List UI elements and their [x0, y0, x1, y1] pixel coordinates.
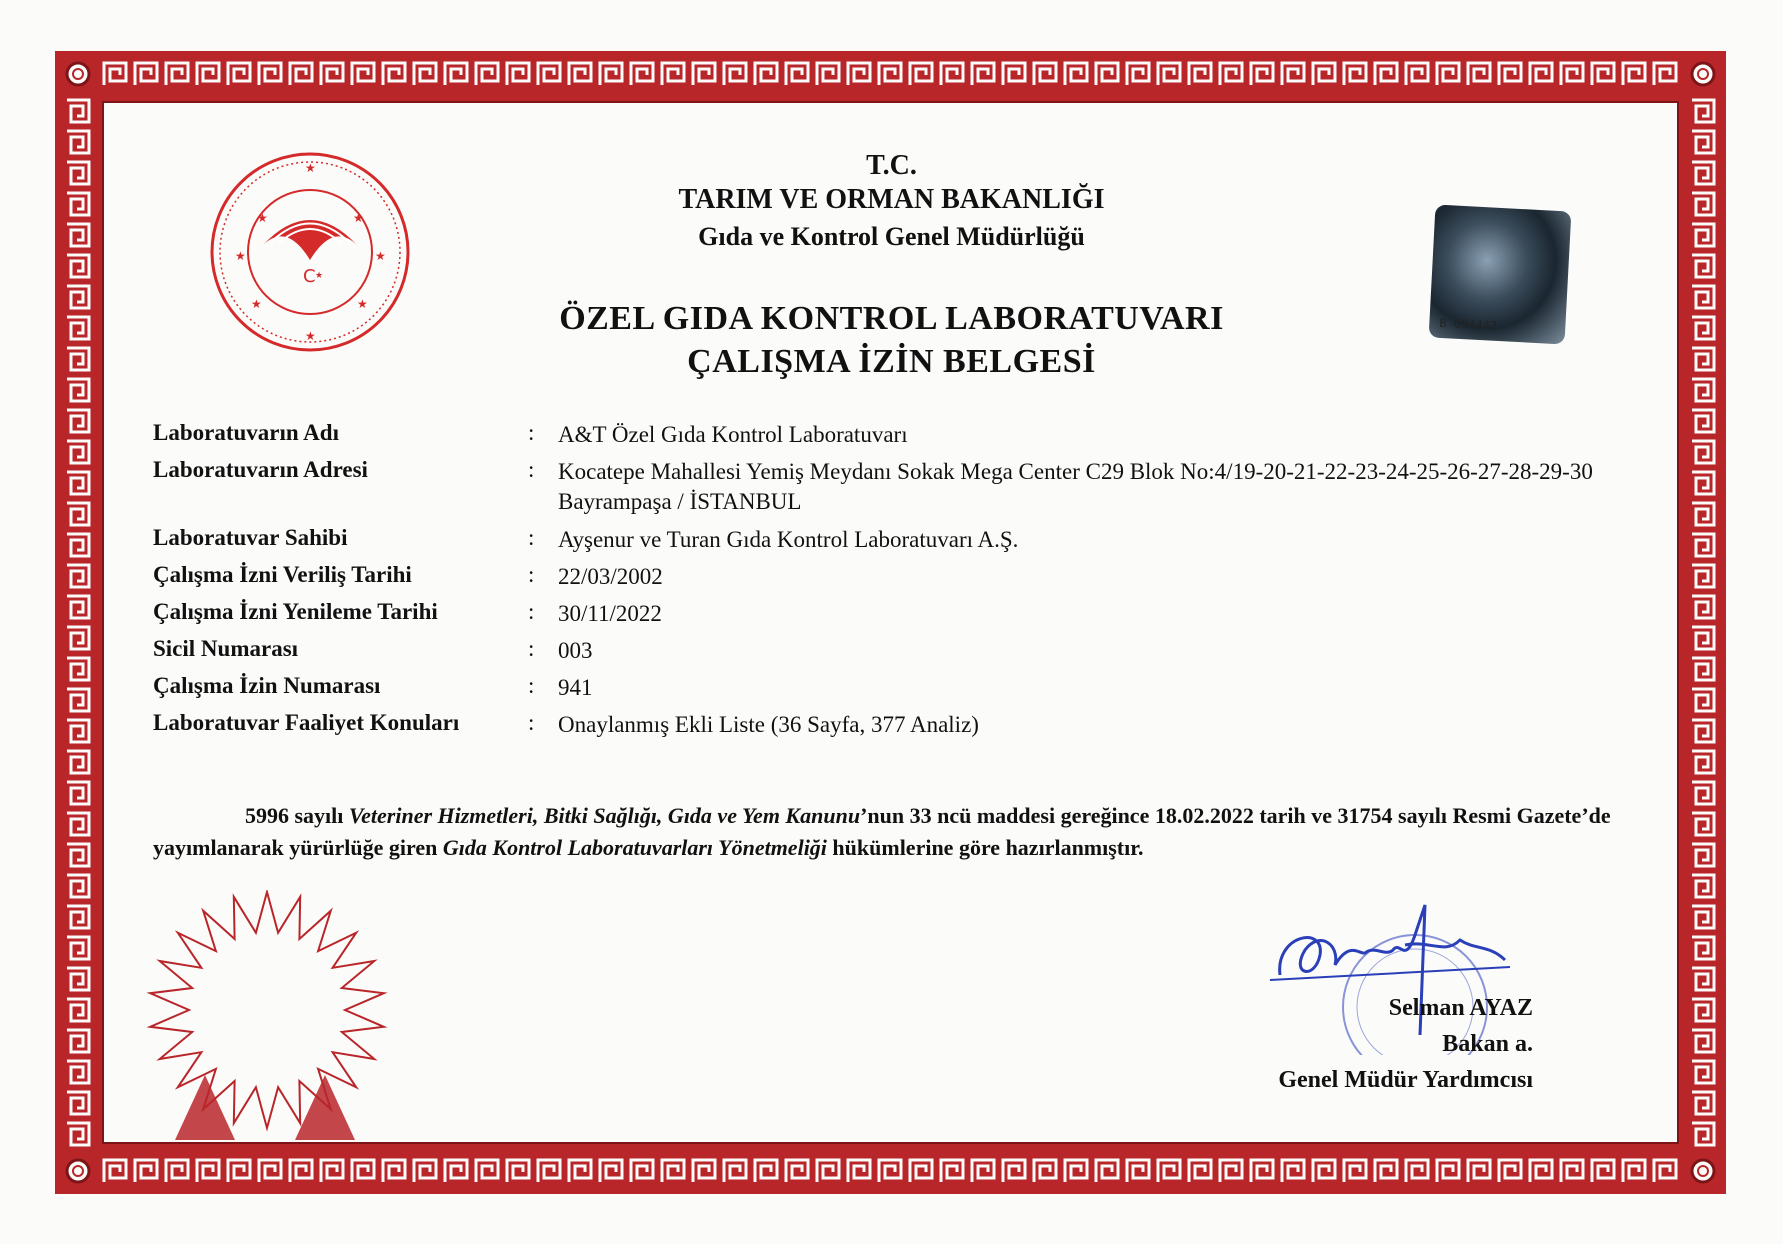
- field-value: Onaylanmış Ekli Liste (36 Sayfa, 377 Analiz): [558, 712, 979, 737]
- para-part: 5996 sayılı: [245, 803, 349, 828]
- field-label: Çalışma İzni Yenileme Tarihi: [153, 599, 438, 624]
- field-label: Sicil Numarası: [153, 636, 299, 661]
- field-value: 003: [558, 638, 593, 663]
- svg-text:★: ★: [357, 297, 368, 311]
- svg-text:★: ★: [353, 211, 364, 225]
- svg-text:★: ★: [305, 329, 316, 343]
- field-colon: :: [528, 673, 535, 698]
- field-colon: :: [528, 710, 535, 735]
- field-row: [153, 420, 1633, 457]
- regulation-name: Gıda Kontrol Laboratuvarları Yönetmeliği: [442, 835, 827, 860]
- field-row: [153, 562, 1633, 599]
- field-row: [153, 710, 1633, 747]
- para-part: ’nun 33 ncü maddesi gereğince 18.02.2022 tarih ve 31754 sayılı Resmi Gazete’de yayımlanarak yürürlüğe giren: [153, 803, 1611, 860]
- para-part: hükümlerine göre hazırlanmıştır.: [826, 835, 1144, 860]
- field-colon: :: [528, 562, 535, 587]
- field-value: 30/11/2022: [558, 601, 662, 626]
- field-label: Laboratuvar Sahibi: [153, 525, 348, 550]
- field-value: 941: [558, 675, 593, 700]
- hologram-serial: B 094442: [1439, 315, 1498, 333]
- field-colon: :: [528, 457, 535, 482]
- header-ministry: TARIM VE ORMAN BAKANLIĞI: [678, 184, 1105, 215]
- svg-text:★: ★: [257, 211, 268, 225]
- embossed-seal: [135, 890, 400, 1150]
- header-directorate: Gıda ve Kontrol Genel Müdürlüğü: [698, 222, 1085, 251]
- svg-text:★: ★: [375, 249, 386, 263]
- field-row: [153, 525, 1633, 562]
- field-colon: :: [528, 420, 535, 445]
- svg-text:★: ★: [315, 271, 324, 281]
- field-row: [153, 457, 1633, 525]
- field-row: [153, 636, 1633, 673]
- header-line-tc: T.C.: [866, 150, 917, 181]
- field-value: Kocatepe Mahallesi Yemiş Meydanı Sokak Mega Center C29 Blok No:4/19-20-21-22-23-24-25-26-27-28-29-30 Bayrampaşa / İSTANBUL: [558, 459, 1593, 514]
- field-value: Ayşenur ve Turan Gıda Kontrol Laboratuvarı A.Ş.: [558, 527, 1019, 552]
- field-colon: :: [528, 599, 535, 624]
- signature-block: [1278, 990, 1533, 1098]
- signatory-name: Selman AYAZ: [1388, 995, 1533, 1021]
- field-row: [153, 673, 1633, 710]
- field-colon: :: [528, 525, 535, 550]
- svg-text:★: ★: [251, 297, 262, 311]
- certificate-fields: [153, 420, 1633, 747]
- field-value: A&T Özel Gıda Kontrol Laboratuvarı: [558, 422, 908, 447]
- legal-basis-paragraph: [153, 800, 1643, 864]
- document-title-line1: ÖZEL GIDA KONTROL LABORATUVARI: [559, 300, 1224, 337]
- field-colon: :: [528, 636, 535, 661]
- field-label: Çalışma İzin Numarası: [153, 673, 381, 698]
- field-label: Laboratuvarın Adı: [153, 420, 339, 445]
- svg-text:C: C: [303, 266, 316, 287]
- signatory-role-line: Bakan a.: [1442, 1031, 1533, 1057]
- signatory-title: Genel Müdür Yardımcısı: [1278, 1067, 1533, 1093]
- document-title-line2: ÇALIŞMA İZİN BELGESİ: [687, 343, 1096, 380]
- svg-text:★: ★: [305, 161, 316, 175]
- field-label: Laboratuvar Faaliyet Konuları: [153, 710, 460, 735]
- field-label: Çalışma İzni Veriliş Tarihi: [153, 562, 412, 587]
- field-row: [153, 599, 1633, 636]
- svg-text:★: ★: [235, 249, 246, 263]
- law-name: Veteriner Hizmetleri, Bitki Sağlığı, Gıda ve Yem Kanunu: [348, 803, 861, 828]
- field-value: 22/03/2002: [558, 564, 663, 589]
- field-label: Laboratuvarın Adresi: [153, 457, 368, 482]
